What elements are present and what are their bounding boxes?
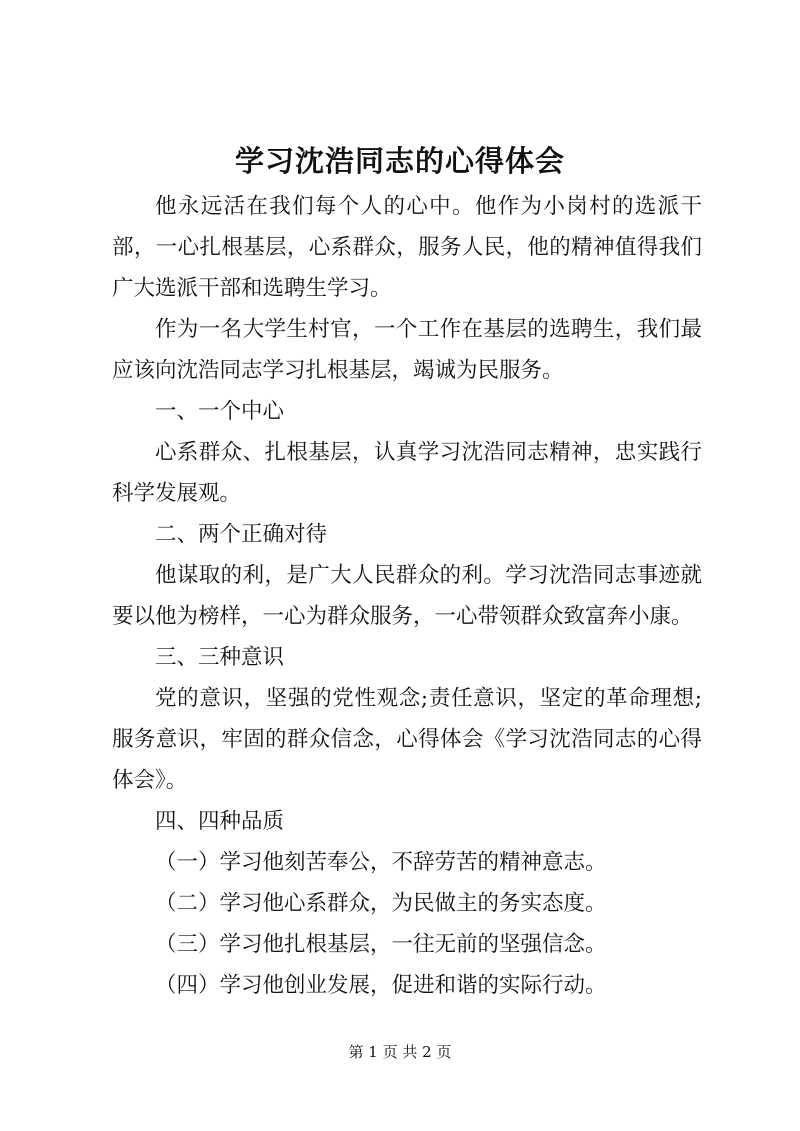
paragraph-three-consciousness: 党的意识，坚强的党性观念;责任意识，坚定的革命理想;服务意识，牢固的群众信念，心得体会《学习沈浩同志的心得体会》。 [112,686,702,793]
page-footer: 第 1 页 共 2 页 [348,1043,452,1061]
paragraph-intro: 他永远活在我们每个人的心中。他作为小岗村的选派干部，一心扎根基层，心系群众，服务人民，他的精神值得我们广大选派干部和选聘生学习。 [112,194,702,301]
section-heading-four-qualities: 四、四种品质 [155,809,285,834]
section-heading-one-center: 一、一个中心 [155,399,285,424]
section-heading-two-treatments: 二、两个正确对待 [155,522,328,547]
quality-item-4: （四）学习他创业发展，促进和谐的实际行动。 [155,973,607,998]
quality-item-2: （二）学习他心系群众，为民做主的务实态度。 [155,891,607,916]
document-body [112,186,702,1006]
quality-item-1: （一）学习他刻苦奉公，不辞劳苦的精神意志。 [155,850,607,875]
paragraph-two-treatments: 他谋取的利，是广大人民群众的利。学习沈浩同志事迹就要以他为榜样，一心为群众服务，一心带领群众致富奔小康。 [112,563,702,629]
section-heading-three-consciousness: 三、三种意识 [155,645,285,670]
quality-item-3: （三）学习他扎根基层，一往无前的坚强信念。 [155,932,607,957]
document-title: 学习沈浩同志的心得体会 [234,144,565,178]
paragraph-one-center: 心系群众、扎根基层，认真学习沈浩同志精神，忠实践行科学发展观。 [112,440,702,506]
paragraph-village-official: 作为一名大学生村官，一个工作在基层的选聘生，我们最应该向沈浩同志学习扎根基层，竭诚为民服务。 [112,317,702,383]
